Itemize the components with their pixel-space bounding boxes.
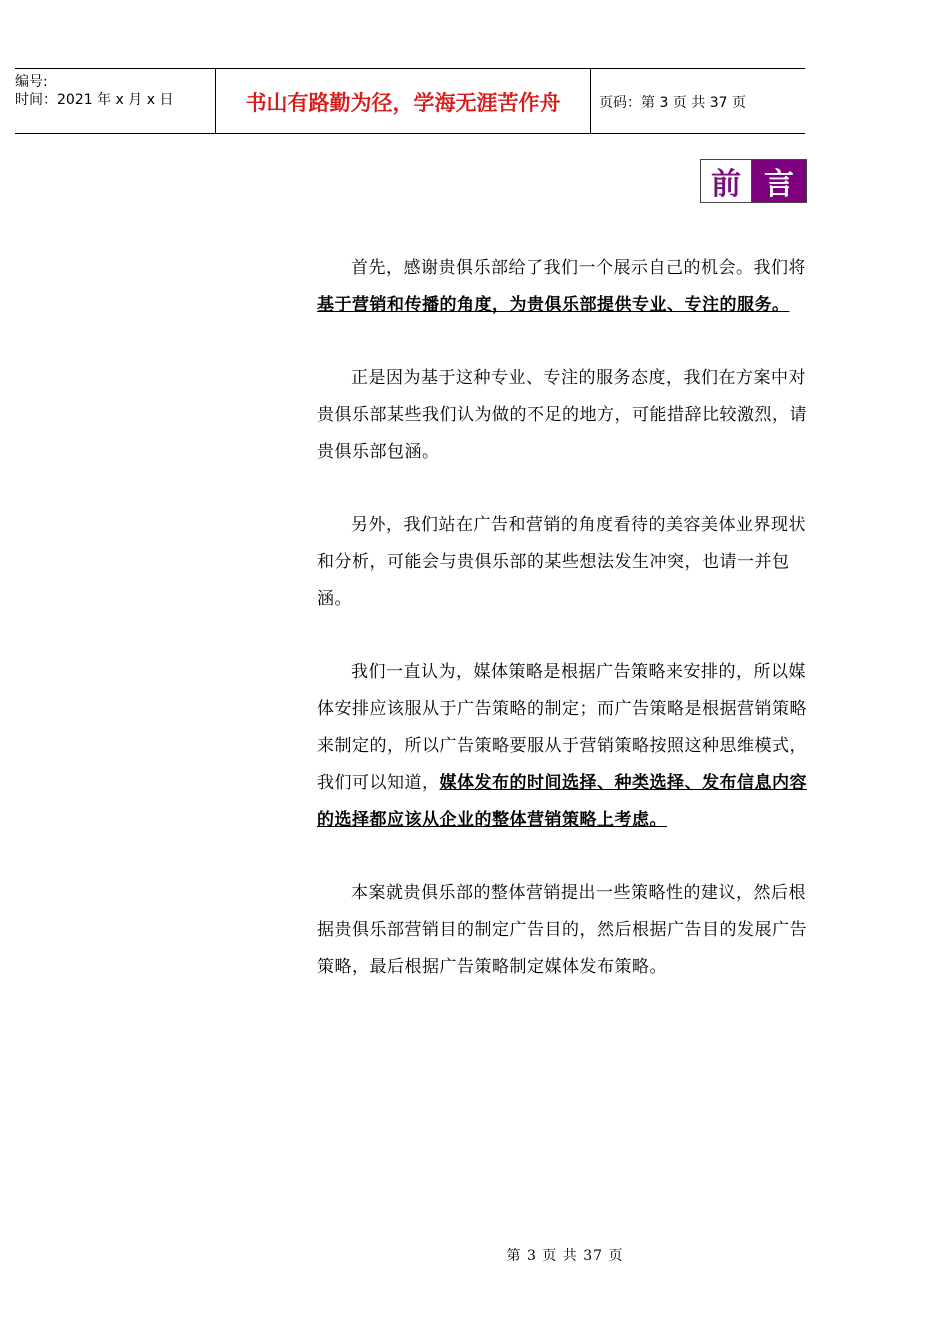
title-char-1: 前: [700, 159, 752, 203]
paragraph-4: [317, 654, 810, 839]
number-label: 编号:: [15, 74, 48, 90]
paragraph-4-emphasis: 媒体发布的时间选择、种类选择、发布信息内容的选择都应该从企业的整体营销策略上考虑。: [317, 773, 807, 830]
section-title: [700, 159, 807, 203]
preface-body: [317, 250, 810, 1022]
page-header: [15, 68, 805, 134]
paragraph-1-text: 首先，感谢贵俱乐部给了我们一个展示自己的机会。我们将: [351, 258, 806, 278]
time-label: 时间：2021 年 x 月 x 日: [15, 92, 174, 108]
paragraph-3: 另外，我们站在广告和营销的角度看待的美容美体业界现状和分析，可能会与贵俱乐部的某些想法发生冲突，也请一并包涵。: [317, 515, 806, 609]
paragraph-1: [317, 250, 810, 324]
title-char-2: 言: [752, 159, 807, 203]
header-page-info: 页码：第 3 页 共 37 页: [599, 95, 746, 111]
header-motto: 书山有路勤为径，学海无涯苦作舟: [216, 69, 591, 133]
paragraph-4-text: 我们一直认为，媒体策略是根据广告策略来安排的，所以媒体安排应该服从于广告策略的制定；而广告策略是根据营销策略来制定的，所以广告策略要服从于营销策略按照这种思维模式，我们可以知道，: [317, 662, 807, 793]
paragraph-2: 正是因为基于这种专业、专注的服务态度，我们在方案中对贵俱乐部某些我们认为做的不足的地方，可能措辞比较激烈，请贵俱乐部包涵。: [317, 368, 807, 462]
footer-page-number: 第 3 页 共 37 页: [506, 1248, 624, 1264]
paragraph-5: 本案就贵俱乐部的整体营销提出一些策略性的建议，然后根据贵俱乐部营销目的制定广告目的，然后根据广告目的发展广告策略，最后根据广告策略制定媒体发布策略。: [317, 883, 807, 977]
paragraph-1-emphasis: 基于营销和传播的角度，为贵俱乐部提供专业、专注的服务。: [317, 295, 790, 315]
header-meta: [15, 69, 216, 133]
page-footer: [0, 1245, 950, 1265]
